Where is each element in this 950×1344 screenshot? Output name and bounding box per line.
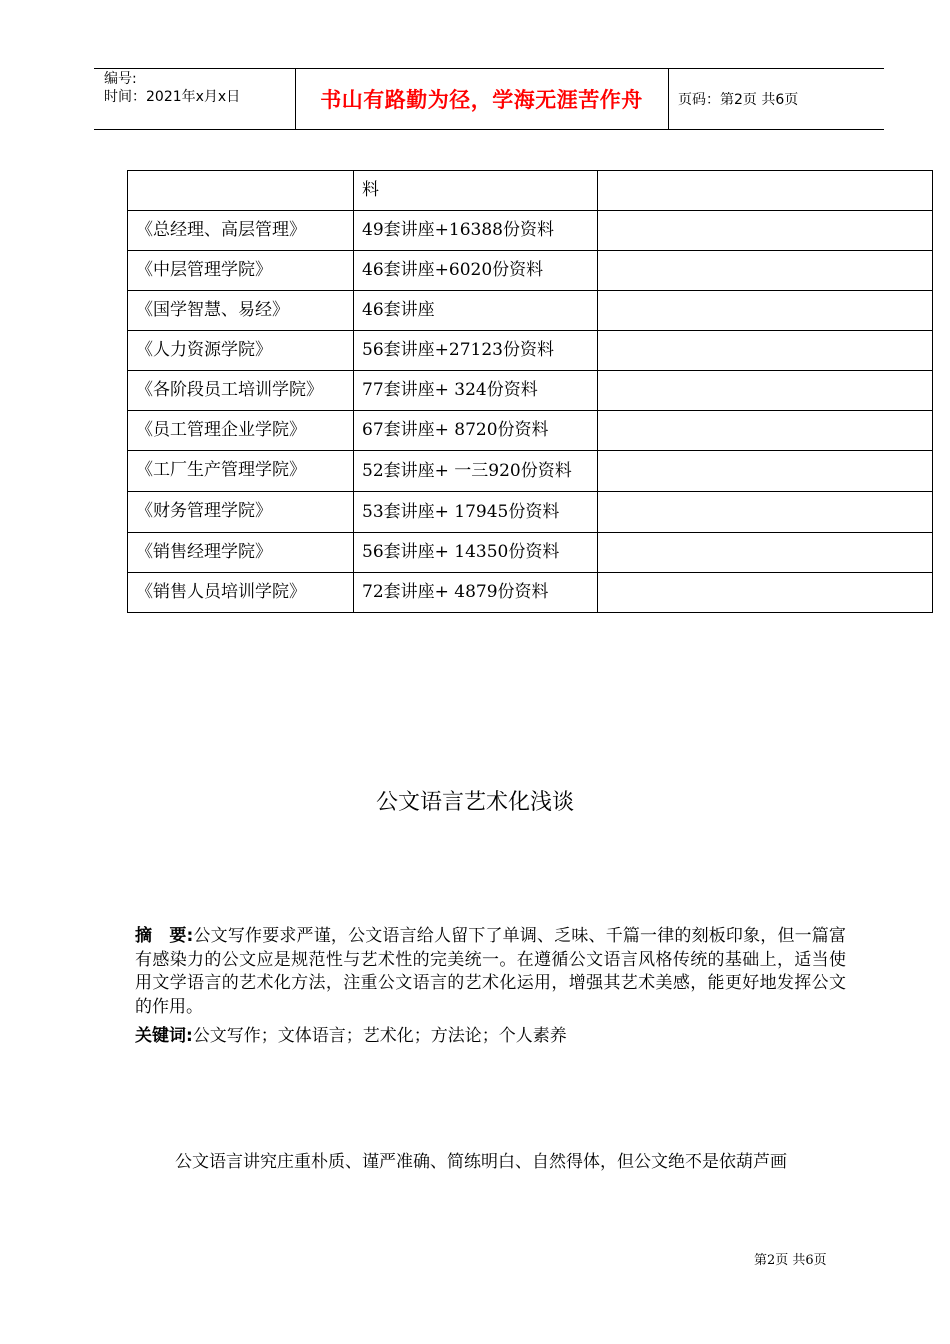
- table-cell-note: [598, 411, 933, 451]
- table-cell-content: 56套讲座+27123份资料: [354, 331, 598, 371]
- abstract-label: 摘 要:: [135, 926, 194, 946]
- table-cell-name: 《销售经理学院》: [128, 533, 354, 573]
- keywords-text: 公文写作；文体语言；艺术化；方法论；个人素养: [192, 1026, 567, 1046]
- table-cell-content: 53套讲座+ 17945份资料: [354, 492, 598, 533]
- table-row: [128, 171, 933, 211]
- keywords-label: 关键词:: [135, 1026, 193, 1046]
- table-cell-content: 56套讲座+ 14350份资料: [354, 533, 598, 573]
- body-paragraph: 公文语言讲究庄重朴质、谨严准确、简练明白、自然得体，但公文绝不是依葫芦画: [175, 1152, 787, 1172]
- page-header: [94, 68, 884, 130]
- table-cell-name: 《各阶段员工培训学院》: [128, 371, 354, 411]
- table-cell-name: 《财务管理学院》: [128, 492, 354, 533]
- header-page-indicator: 页码：第2页 共6页: [678, 92, 799, 108]
- table-cell-note: [598, 331, 933, 371]
- table-cell-content: 料: [354, 171, 598, 211]
- date-line: 时间：2021年x月x日: [104, 89, 241, 105]
- table-row: [128, 533, 933, 573]
- table-cell-content: 67套讲座+ 8720份资料: [354, 411, 598, 451]
- page-footer: 第2页 共6页: [754, 1253, 827, 1268]
- keywords-line: [135, 1025, 567, 1048]
- table-cell-name: 《总经理、高层管理》: [128, 211, 354, 251]
- table-cell-name: 《人力资源学院》: [128, 331, 354, 371]
- table-row: [128, 291, 933, 331]
- header-meta: [104, 69, 294, 129]
- table-cell-name: [128, 171, 354, 211]
- table-cell-name: 《国学智慧、易经》: [128, 291, 354, 331]
- table-cell-content: 46套讲座: [354, 291, 598, 331]
- table-row: [128, 411, 933, 451]
- table-cell-content: 52套讲座+ 一三920份资料: [354, 451, 598, 492]
- table-cell-note: [598, 451, 933, 492]
- table-cell-name: 《工厂生产管理学院》: [128, 451, 354, 492]
- course-table: [127, 170, 933, 613]
- table-cell-name: 《中层管理学院》: [128, 251, 354, 291]
- header-divider-right: [668, 69, 669, 129]
- table-cell-content: 49套讲座+16388份资料: [354, 211, 598, 251]
- table-cell-note: [598, 251, 933, 291]
- table-cell-content: 46套讲座+6020份资料: [354, 251, 598, 291]
- header-motto: 书山有路勤为径，学海无涯苦作舟: [320, 88, 643, 112]
- table-cell-note: [598, 171, 933, 211]
- table-row: [128, 211, 933, 251]
- table-cell-content: 72套讲座+ 4879份资料: [354, 573, 598, 613]
- table-cell-note: [598, 533, 933, 573]
- table-row: [128, 371, 933, 411]
- table-cell-note: [598, 371, 933, 411]
- table-row: [128, 573, 933, 613]
- table-row: [128, 492, 933, 533]
- table-cell-note: [598, 492, 933, 533]
- abstract-text: 公文写作要求严谨，公文语言给人留下了单调、乏味、千篇一律的刻板印象，但一篇富有感染力的公文应是规范性与艺术性的完美统一。在遵循公文语言风格传统的基础上，适当使用文学语言的艺术化方法，注重公文语言的艺术化运用，增强其艺术美感，能更好地发挥公文的作用。: [135, 926, 846, 1017]
- table-row: [128, 331, 933, 371]
- article-title: 公文语言艺术化浅谈: [375, 790, 574, 815]
- table-cell-note: [598, 211, 933, 251]
- serial-label: 编号:: [104, 71, 137, 87]
- table-cell-note: [598, 291, 933, 331]
- table-cell-content: 77套讲座+ 324份资料: [354, 371, 598, 411]
- table-cell-name: 《员工管理企业学院》: [128, 411, 354, 451]
- table-row: [128, 451, 933, 492]
- table-cell-name: 《销售人员培训学院》: [128, 573, 354, 613]
- abstract-paragraph: [135, 925, 846, 1019]
- table-row: [128, 251, 933, 291]
- table-cell-note: [598, 573, 933, 613]
